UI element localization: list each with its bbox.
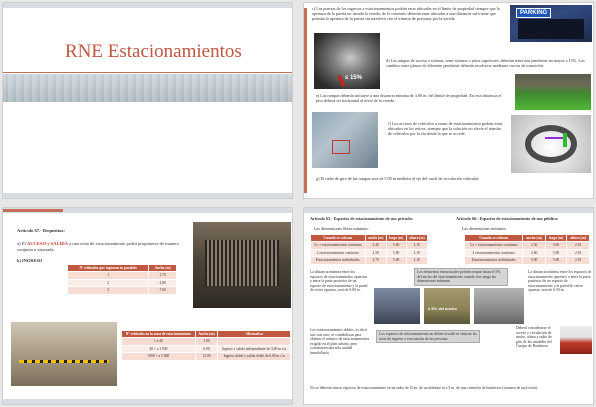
slide-bottom-bar bbox=[3, 399, 292, 404]
table-cell: Estacionamientos individuales bbox=[311, 257, 366, 264]
garage-opening bbox=[518, 19, 584, 39]
page-title: RNE Estacionamientos bbox=[65, 41, 242, 62]
slide-top-bar bbox=[304, 208, 593, 213]
table-cell: 2.10 bbox=[406, 257, 427, 264]
table-cell: 2.40 bbox=[365, 242, 386, 249]
table-cell: 2.10 bbox=[567, 249, 590, 256]
table-row bbox=[68, 272, 177, 279]
private-dimensions-table bbox=[310, 234, 428, 265]
slide-access-requirements[interactable] bbox=[2, 207, 293, 405]
table-cell: 12.00 bbox=[195, 353, 217, 360]
table-row bbox=[68, 279, 177, 286]
slide-ramps[interactable] bbox=[303, 2, 594, 199]
table-cell: 3 o + estacionamientos continuos bbox=[311, 242, 366, 249]
table-cell: 2.60 bbox=[523, 249, 546, 256]
footer-hydrant-note: No se deberán ubicar espacios de estacionamiento en un radio de 10 m. de un hidrante ni a 3 m. de una conexión de bomberos (siamesa de inyección). bbox=[310, 386, 539, 390]
table-cell: Ingreso y salida independiente de 3.00 m c/u bbox=[218, 345, 291, 352]
table-cell: 4.80 bbox=[149, 279, 177, 286]
table-cell: 5.00 bbox=[386, 257, 406, 264]
parking-lot-photo-2 bbox=[424, 288, 470, 324]
table-cell: 7.00 bbox=[149, 287, 177, 294]
bullet-fire-truck: Deberá considerarse el acceso y circulación de ancho, altura y radio de giro de las unidades del Cuerpo de Bomberos bbox=[516, 326, 552, 349]
spiral-ramp-diagram bbox=[511, 115, 591, 173]
parking-sign: PARKING bbox=[516, 8, 551, 18]
parking-entrance-photo bbox=[510, 5, 592, 42]
bullet-double-parking: Los estacionamientos dobles, es decir uno tras otro, se contabilizan para obtener el número de estacionamientos exigido en el plan urbano, pero constituyen una sola unidad inmobiliaria. bbox=[310, 328, 370, 355]
table-header: Cuando se colocan bbox=[311, 235, 366, 242]
table-row bbox=[311, 242, 428, 249]
table-header: Alternativa bbox=[218, 331, 291, 338]
article-66-heading: Artículo 66.- Espacios de estacionamiento de uso público: bbox=[456, 216, 559, 221]
table-cell: 3.00 bbox=[523, 257, 546, 264]
table-cell: 2.10 bbox=[567, 257, 590, 264]
table-row bbox=[465, 257, 590, 264]
item-a-rest: a una zona de estacionamiento podrá proponerse de manera conjunta o separada. bbox=[17, 241, 179, 252]
table-row bbox=[465, 242, 590, 249]
table-row bbox=[122, 353, 291, 360]
barrier-photo bbox=[11, 322, 117, 386]
table-cell: 5.00 bbox=[386, 249, 406, 256]
article-67-heading: Artículo 67.- Requisitos: bbox=[17, 228, 65, 233]
table-cell: 3.00 bbox=[195, 338, 217, 345]
table-row bbox=[311, 257, 428, 264]
table-cell: 5.00 bbox=[386, 242, 406, 249]
slide-side-stripe bbox=[304, 8, 307, 193]
table-cell: 3 bbox=[68, 287, 149, 294]
garage-gate-photo bbox=[193, 222, 291, 308]
table-cell: Ingreso doble y salida doble de 6.00 m c/u bbox=[218, 353, 291, 360]
table-row bbox=[465, 249, 590, 256]
text-item-e: e) Las rampas deberán iniciarse a una distancia mínima de 3.00 m. del límite de propiedad. En esta distancia el piso deberá ser horizontal al nivel de la vereda. bbox=[316, 93, 502, 104]
barrier-stripe bbox=[19, 360, 109, 363]
table-header: Nº vehículos en la zona de estacionamiento bbox=[122, 331, 196, 338]
article-65-heading: Artículo 65.- Espacios de estacionamiento de uso privado: bbox=[310, 216, 414, 221]
slide-top-bar bbox=[3, 3, 292, 8]
text-item-d: d) Las rampas de acceso a sótanos, semi-sótanos o pisos superiores, deberán tener una pendiente no mayor a 15%. Los cambios entre planos de diferente pendiente deberán resolverse mediante curvas de transición. bbox=[386, 58, 585, 69]
ramp-tunnel-photo bbox=[314, 33, 380, 89]
five-percent-label: ≤ 5% del ancho bbox=[428, 306, 457, 311]
table-header: Ancho (m) bbox=[195, 331, 217, 338]
table-cell: 5.00 bbox=[545, 249, 566, 256]
building-setback-photo bbox=[312, 112, 378, 168]
dims-label-left: Las dimensiones libres mínimas: bbox=[314, 226, 370, 231]
item-a-highlight: ACCESO y SALIDA bbox=[26, 241, 69, 246]
table-row bbox=[122, 338, 291, 345]
slide-title[interactable] bbox=[2, 2, 293, 199]
table-cell: 1 bbox=[68, 272, 149, 279]
table-header: largo (m) bbox=[545, 235, 566, 242]
table-cell: 2 bbox=[68, 279, 149, 286]
ingreso-width-table bbox=[67, 264, 177, 295]
gate-bars bbox=[205, 240, 279, 286]
bullet-distance-private: La distancia mínima entre los espacios de estacionamiento opuestos o entre la parte posterior de un espacio de estacionamiento y la pared de cierre opuesta, será de 6.00 m. bbox=[310, 270, 368, 293]
table-cell: 2.10 bbox=[567, 242, 590, 249]
table-cell: 2.70 bbox=[149, 272, 177, 279]
bullet-distance-public: La distancia mínima entre los espacios de estacionamiento opuestos o entre la parte posterior de un espacio de estacionamiento y la pared de cierre opuesta, será de 6.50 m. bbox=[528, 270, 592, 293]
table-header: Nº vehículos que ingresan en paralelo bbox=[68, 265, 149, 272]
spiral-ramp-icon bbox=[525, 125, 577, 163]
text-item-c: c) Las puertas de los ingresos a estacionamientos podrán estar ubicadas en el límite de propiedad siempre que la apertura de la puerta no invada la vereda, de lo contrario deberán estar ubicadas a una distancia suficiente que permita la apertura de la puerta sin interferir con el tránsito de personas por la vereda. bbox=[312, 6, 500, 22]
table-header: Cuando se colocan bbox=[465, 235, 523, 242]
parking-lot-photo-3 bbox=[474, 288, 524, 324]
public-dimensions-table bbox=[464, 234, 590, 265]
table-cell: 1 a 40 bbox=[122, 338, 196, 345]
obstruction-note: Los espacios de estacionamiento no deben invadir ni obstruir las rutas de ingreso o evacuación de las personas. bbox=[376, 330, 480, 343]
table-header: ancho (m) bbox=[365, 235, 386, 242]
item-a-prefix: a) El bbox=[17, 241, 27, 246]
slide-bottom-bar bbox=[3, 193, 292, 198]
table-cell: 2.50 bbox=[365, 249, 386, 256]
table-header: largo (m) bbox=[386, 235, 406, 242]
fire-truck-photo bbox=[560, 326, 592, 354]
table-cell: 3 o + estacionamientos continuos bbox=[465, 242, 523, 249]
dims-label-right: Las dimensiones mínimas: bbox=[462, 226, 507, 231]
ingreso-label: b) INGRESO bbox=[17, 258, 43, 263]
slide-parking-spaces[interactable] bbox=[303, 207, 594, 405]
table-header: altura (m) bbox=[406, 235, 427, 242]
table-header: Ancho (m) bbox=[149, 265, 177, 272]
structural-note: Los elementos estructurales podrán ocupar hasta el 5% del ancho del estacionamiento cuando este tenga las dimensiones mínimas bbox=[414, 268, 508, 286]
decorative-texture-band bbox=[3, 74, 292, 102]
table-cell: 5.00 bbox=[545, 257, 566, 264]
table-row bbox=[68, 287, 177, 294]
table-cell: 1000 + a 5 000 bbox=[122, 353, 196, 360]
table-header: ancho (m) bbox=[523, 235, 546, 242]
slope-label: ≤ 15% bbox=[345, 75, 362, 81]
table-cell: 5.00 bbox=[545, 242, 566, 249]
table-cell bbox=[218, 338, 291, 345]
text-item-f: f) Los accesos de vehículos a zonas de estacionamiento podrán estar ubicados en los retiros, siempre que la solución no afecte el tránsito de vehículos por la vía desde la que se accede. bbox=[388, 121, 503, 137]
table-cell: 2.10 bbox=[406, 249, 427, 256]
lane-axis-marker bbox=[563, 133, 567, 147]
table-cell: 2 estacionamientos continuos bbox=[311, 249, 366, 256]
slide-top-bar bbox=[3, 208, 292, 213]
table-cell: 2 estacionamientos continuos bbox=[465, 249, 523, 256]
table-cell: 2.10 bbox=[406, 242, 427, 249]
table-row bbox=[311, 249, 428, 256]
zone-width-table bbox=[121, 330, 291, 361]
table-cell: 6.00 bbox=[195, 345, 217, 352]
text-item-a bbox=[17, 241, 187, 252]
table-cell: 2.50 bbox=[523, 242, 546, 249]
table-row bbox=[122, 345, 291, 352]
table-cell: 40 + a 1 000 bbox=[122, 345, 196, 352]
horizontal-floor-photo bbox=[515, 74, 591, 110]
table-header: altura (m) bbox=[567, 235, 590, 242]
table-cell: Estacionamientos individuales bbox=[465, 257, 523, 264]
parking-lot-photo-1 bbox=[374, 288, 420, 324]
table-cell: 2.70 bbox=[365, 257, 386, 264]
highlight-box bbox=[332, 140, 350, 154]
text-item-g: g) El radio de giro de las rampas será de 5.00 m medidos al eje del carril de circulación vehicular. bbox=[316, 176, 480, 181]
